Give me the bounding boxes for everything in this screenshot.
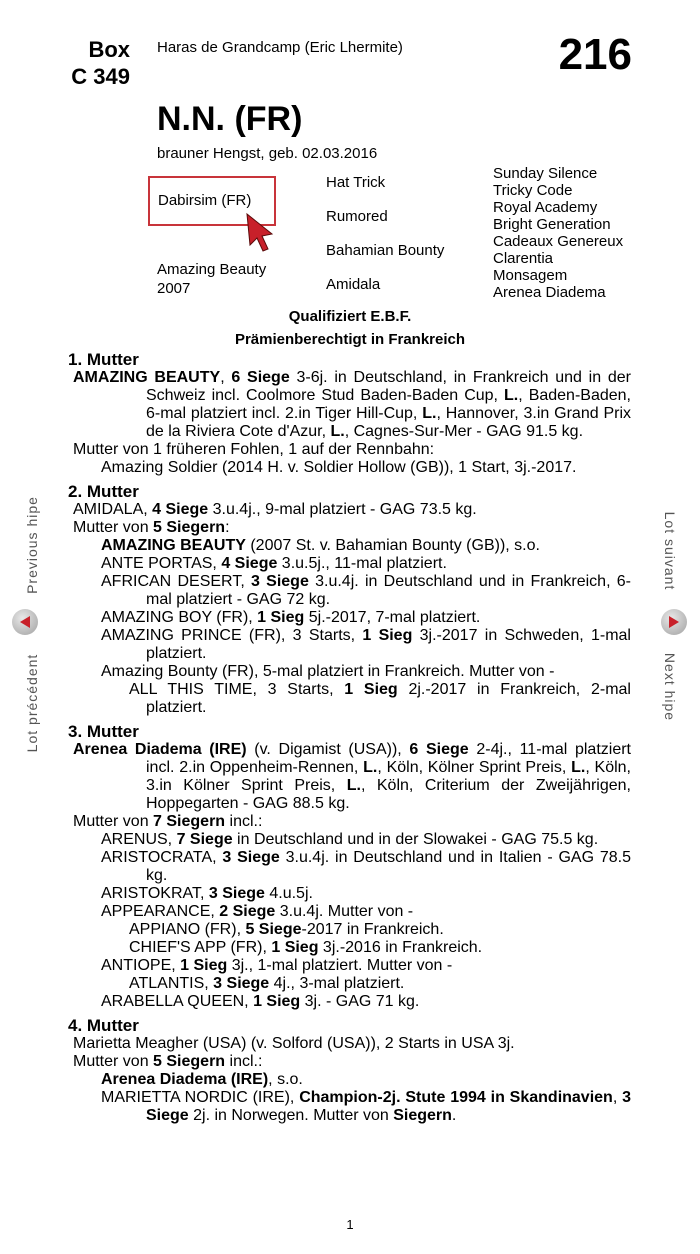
s4-line-4: MARIETTA NORDIC (IRE), Champion-2j. Stute 1994 in Skandinavien, 3 Siege 2j. in Norwegen. Mutter von Siegern. <box>101 1089 632 1124</box>
qualification-ebf: Qualifiziert E.B.F. <box>288 308 412 325</box>
pedigree-gen3-7: Monsagem <box>493 267 568 284</box>
box-label <box>66 36 130 90</box>
s3-line-2: Mutter von 7 Siegern incl.: <box>73 813 263 830</box>
s3-line-4: ARISTOCRATA, 3 Siege 3.u.4j. in Deutschland und in Italien - GAG 78.5 kg. <box>101 849 632 884</box>
previous-lot-button[interactable] <box>12 609 38 635</box>
pedigree-gen3-1: Sunday Silence <box>493 165 598 182</box>
s3-line-8: CHIEF'S APP (FR), 1 Sieg 3j.-2016 in Frankreich. <box>129 939 483 956</box>
pedigree-gen3-4: Bright Generation <box>493 216 611 233</box>
arrow-left-icon <box>19 615 31 629</box>
box-number: C 349 <box>71 64 130 89</box>
breeder: Haras de Grandcamp (Eric Lhermite) <box>157 39 403 56</box>
s2-line-4: ANTE PORTAS, 4 Siege 3.u.5j., 11-mal platziert. <box>101 555 447 572</box>
pedigree-gen3-5: Cadeaux Genereux <box>493 233 624 250</box>
pedigree-gen2-4: Amidala <box>326 276 381 293</box>
dam-year: 2007 <box>157 280 191 297</box>
s2-line-5: AFRICAN DESERT, 3 Siege 3.u.4j. in Deutschland und in Frankreich, 6-mal platziert - GAG 72 kg. <box>101 573 632 608</box>
section-2-title: 2. Mutter <box>68 482 139 501</box>
s4-line-1: Marietta Meagher (USA) (v. Solford (USA)), 2 Starts in USA 3j. <box>73 1035 515 1052</box>
next-hipe-label[interactable]: Next hipe <box>662 652 678 722</box>
page-number: 1 <box>346 1217 354 1232</box>
arrow-right-icon <box>668 615 680 629</box>
section-4-title: 4. Mutter <box>68 1016 139 1035</box>
box-word: Box <box>88 37 130 62</box>
pedigree-gen3-8: Arenea Diadema <box>493 284 606 301</box>
s1-line-2: Mutter von 1 früheren Fohlen, 1 auf der Rennbahn: <box>73 441 435 458</box>
horse-name: N.N. (FR) <box>157 100 303 138</box>
s2-line-2: Mutter von 5 Siegern: <box>73 519 230 536</box>
s3-line-10: ATLANTIS, 3 Siege 4j., 3-mal platziert. <box>129 975 405 992</box>
lot-number: 216 <box>558 30 632 79</box>
s3-line-1: Arenea Diadema (IRE) (v. Digamist (USA)), 6 Siege 2-4j., 11-mal platziert incl. 2.in Oppenheim-Rennen, L., Köln, Kölner Sprint Preis, L., Köln, 3.in Kölner Sprint Preis, L., Köln, Criterium der Zweijährigen, Hoppegarten - GAG 88.5 kg. <box>73 741 632 812</box>
pedigree-gen3-2: Tricky Code <box>493 182 573 199</box>
qualification-france: Prämienberechtigt in Frankreich <box>234 331 466 348</box>
s3-line-11: ARABELLA QUEEN, 1 Sieg 3j. - GAG 71 kg. <box>101 993 420 1010</box>
s2-line-3: AMAZING BEAUTY (2007 St. v. Bahamian Bounty (GB)), s.o. <box>101 537 540 554</box>
pedigree-details <box>68 351 631 1125</box>
s2-line-6: AMAZING BOY (FR), 1 Sieg 5j.-2017, 7-mal platziert. <box>101 609 481 626</box>
horse-subtitle: brauner Hengst, geb. 02.03.2016 <box>157 145 378 162</box>
s1-line-1: AMAZING BEAUTY, 6 Siege 3-6j. in Deutschland, in Frankreich und in der Schweiz incl. Coolmore Stud Baden-Baden Cup, L., Baden-Baden, 6-mal platziert incl. 2.in Tiger Hill-Cup, L., Hannover, 3.in Grand Prix de la Riviera Cote d'Azur, L., Cagnes-Sur-Mer - GAG 91.5 kg. <box>73 369 632 440</box>
cursor-arrow-icon <box>244 212 278 252</box>
s1-line-3: Amazing Soldier (2014 H. v. Soldier Hollow (GB)), 1 Start, 3j.-2017. <box>101 459 577 476</box>
sire-name[interactable]: Dabirsim (FR) <box>158 192 252 209</box>
s3-line-3: ARENUS, 7 Siege in Deutschland und in der Slowakei - GAG 75.5 kg. <box>101 831 599 848</box>
lot-suivant-label[interactable]: Lot suivant <box>662 511 678 591</box>
next-lot-button[interactable] <box>661 609 687 635</box>
pedigree-gen2-2: Rumored <box>326 208 388 225</box>
section-1-title: 1. Mutter <box>68 350 139 369</box>
s2-line-1: AMIDALA, 4 Siege 3.u.4j., 9-mal platziert - GAG 73.5 kg. <box>73 501 477 518</box>
s2-line-8: Amazing Bounty (FR), 5-mal platziert in Frankreich. Mutter von - <box>101 663 555 680</box>
pedigree-gen3-6: Clarentia <box>493 250 554 267</box>
pedigree-gen2-1: Hat Trick <box>326 174 386 191</box>
s2-line-7: AMAZING PRINCE (FR), 3 Starts, 1 Sieg 3j.-2017 in Schweden, 1-mal platziert. <box>101 627 631 662</box>
s3-line-7: APPIANO (FR), 5 Siege-2017 in Frankreich. <box>129 921 444 938</box>
s3-line-9: ANTIOPE, 1 Sieg 3j., 1-mal platziert. Mutter von - <box>101 957 453 974</box>
lot-precedent-label[interactable]: Lot précédent <box>24 653 40 753</box>
previous-hipe-label[interactable]: Previous hipe <box>24 496 40 594</box>
section-3-title: 3. Mutter <box>68 722 139 741</box>
pedigree-gen3-3: Royal Academy <box>493 199 598 216</box>
pedigree-gen2-3: Bahamian Bounty <box>326 242 445 259</box>
s3-line-5: ARISTOKRAT, 3 Siege 4.u.5j. <box>101 885 313 902</box>
s2-line-9: ALL THIS TIME, 3 Starts, 1 Sieg 2j.-2017 in Frankreich, 2-mal platziert. <box>129 681 631 716</box>
dam-name: Amazing Beauty <box>157 261 267 278</box>
s4-line-3: Arenea Diadema (IRE), s.o. <box>101 1071 303 1088</box>
s4-line-2: Mutter von 5 Siegern incl.: <box>73 1053 263 1070</box>
s3-line-6: APPEARANCE, 2 Siege 3.u.4j. Mutter von - <box>101 903 414 920</box>
